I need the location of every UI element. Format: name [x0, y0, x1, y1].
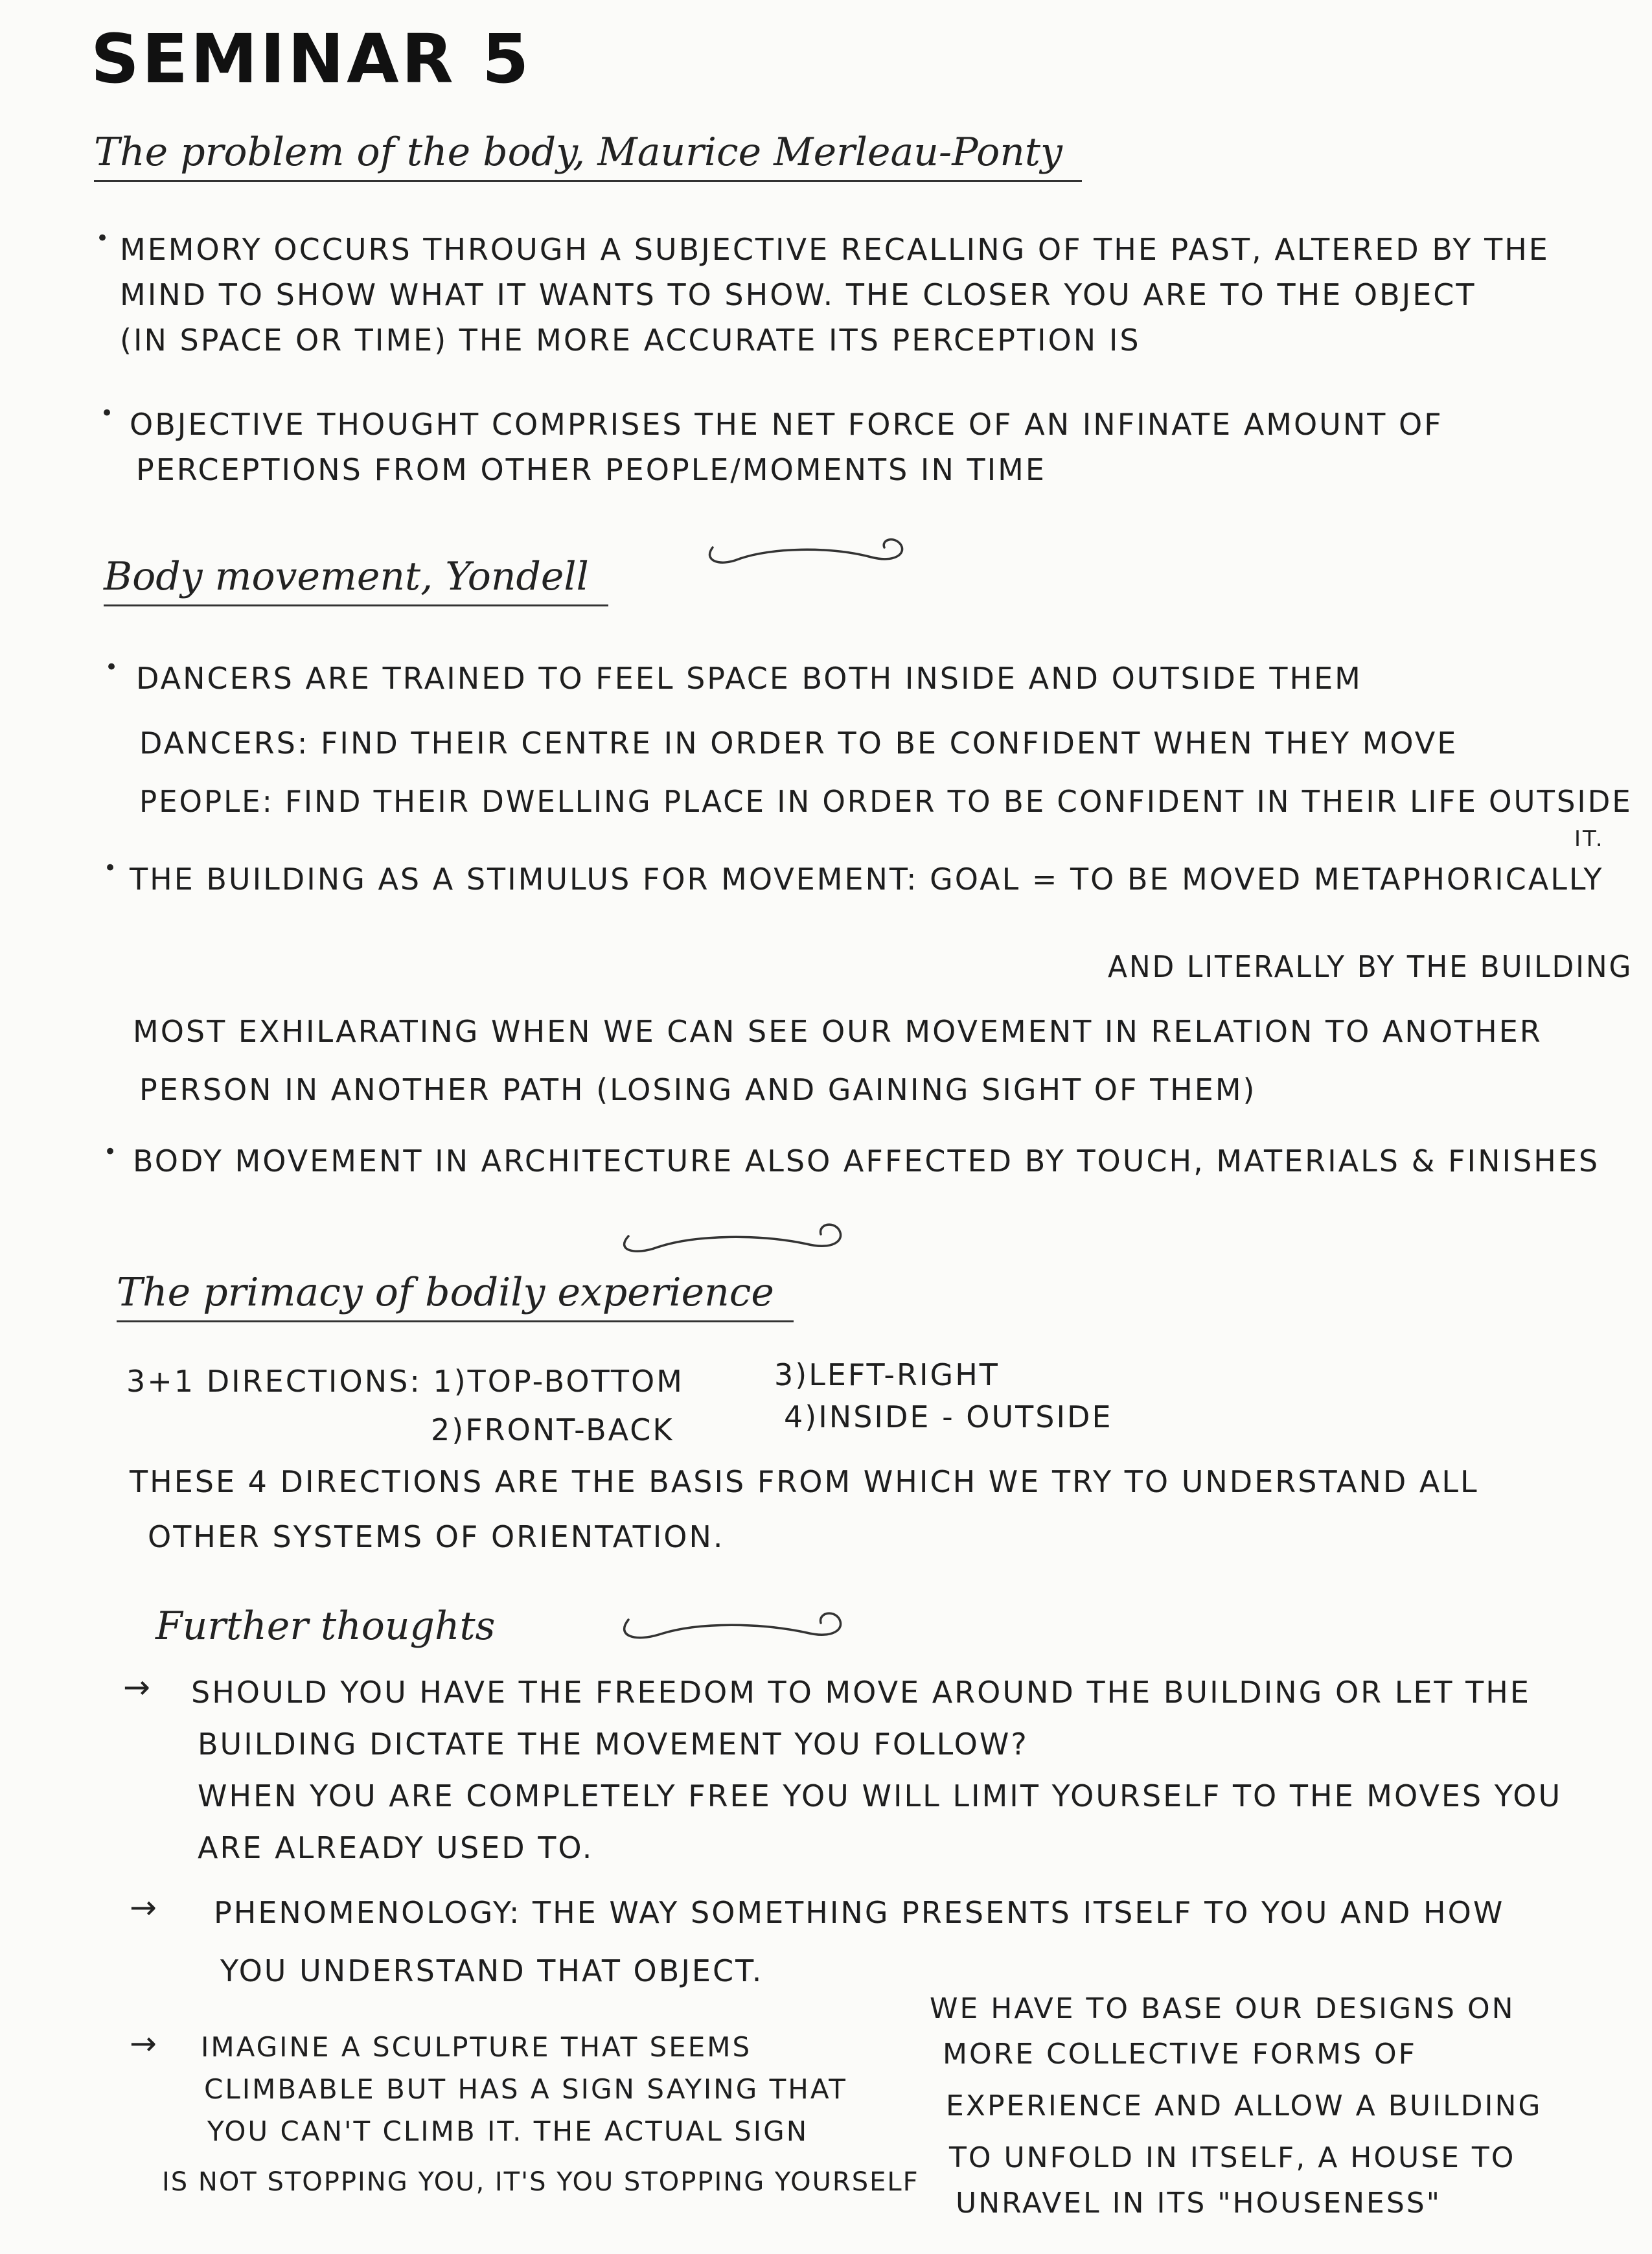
bullet-icon: •	[104, 1139, 117, 1165]
note-line: IS NOT STOPPING YOU, IT'S YOU STOPPING YOURSELF	[162, 2167, 919, 2197]
side-note-line: UNRAVEL IN ITS "HOUSENESS"	[956, 2187, 1441, 2220]
note-line: IT.	[1574, 826, 1605, 852]
section-heading-body-movement: Body movement, Yondell	[104, 554, 608, 606]
note-line: IMAGINE A SCULPTURE THAT SEEMS	[201, 2031, 752, 2063]
note-line: (IN SPACE OR TIME) THE MORE ACCURATE ITS PERCEPTION IS	[120, 323, 1141, 358]
divider-swirl	[612, 1212, 852, 1263]
note-line: AND LITERALLY BY THE BUILDING	[1108, 949, 1633, 984]
note-line: 4)INSIDE - OUTSIDE	[784, 1399, 1113, 1434]
side-note-line: MORE COLLECTIVE FORMS OF	[943, 2038, 1417, 2071]
note-line: OBJECTIVE THOUGHT COMPRISES THE NET FORCE OF AN INFINATE AMOUNT OF	[130, 407, 1443, 442]
page-title: SEMINAR 5	[91, 19, 532, 98]
bullet-icon: •	[105, 654, 119, 680]
note-line: THE BUILDING AS A STIMULUS FOR MOVEMENT: GOAL = TO BE MOVED METAPHORICALLY	[130, 862, 1604, 897]
note-line: PERCEPTIONS FROM OTHER PEOPLE/MOMENTS IN TIME	[136, 452, 1046, 487]
note-line: SHOULD YOU HAVE THE FREEDOM TO MOVE AROUND THE BUILDING OR LET THE	[191, 1675, 1531, 1710]
note-line: DANCERS ARE TRAINED TO FEEL SPACE BOTH INSIDE AND OUTSIDE THEM	[136, 661, 1362, 696]
divider-swirl	[700, 528, 913, 573]
arrow-icon: →	[130, 2025, 157, 2062]
side-note-line: EXPERIENCE AND ALLOW A BUILDING	[946, 2089, 1543, 2122]
bullet-icon: •	[104, 855, 117, 881]
note-line: CLIMBABLE BUT HAS A SIGN SAYING THAT	[204, 2073, 847, 2105]
note-line: 3+1 DIRECTIONS: 1)TOP-BOTTOM	[126, 1364, 684, 1399]
note-line: PERSON IN ANOTHER PATH (LOSING AND GAINING SIGHT OF THEM)	[139, 1072, 1257, 1107]
section-heading-further-thoughts: Further thoughts	[155, 1604, 496, 1649]
note-line: WHEN YOU ARE COMPLETELY FREE YOU WILL LIMIT YOURSELF TO THE MOVES YOU	[198, 1778, 1563, 1813]
note-line: 2)FRONT-BACK	[431, 1412, 674, 1447]
note-line: MIND TO SHOW WHAT IT WANTS TO SHOW. THE CLOSER YOU ARE TO THE OBJECT	[120, 277, 1476, 312]
note-line: MEMORY OCCURS THROUGH A SUBJECTIVE RECALLING OF THE PAST, ALTERED BY THE	[120, 232, 1550, 267]
note-line: THESE 4 DIRECTIONS ARE THE BASIS FROM WHICH WE TRY TO UNDERSTAND ALL	[130, 1464, 1479, 1499]
side-note-line: WE HAVE TO BASE OUR DESIGNS ON	[930, 1992, 1515, 2025]
note-line: ARE ALREADY USED TO.	[198, 1830, 594, 1865]
note-line: 3)LEFT-RIGHT	[774, 1357, 1000, 1392]
note-line: YOU CAN'T CLIMB IT. THE ACTUAL SIGN	[207, 2115, 809, 2147]
note-line: BUILDING DICTATE THE MOVEMENT YOU FOLLOW?	[198, 1727, 1029, 1762]
section-heading-body-problem: The problem of the body, Maurice Merleau-Ponty	[94, 130, 1082, 182]
bullet-icon: •	[96, 225, 109, 251]
note-line: OTHER SYSTEMS OF ORIENTATION.	[148, 1519, 725, 1554]
note-line: YOU UNDERSTAND THAT OBJECT.	[220, 1953, 764, 1988]
note-line: DANCERS: FIND THEIR CENTRE IN ORDER TO BE CONFIDENT WHEN THEY MOVE	[139, 726, 1458, 761]
note-line: BODY MOVEMENT IN ARCHITECTURE ALSO AFFECTED BY TOUCH, MATERIALS & FINISHES	[133, 1144, 1600, 1179]
arrow-icon: →	[123, 1668, 150, 1706]
note-line: MOST EXHILARATING WHEN WE CAN SEE OUR MOVEMENT IN RELATION TO ANOTHER	[133, 1014, 1543, 1049]
arrow-icon: →	[130, 1889, 157, 1926]
note-line: PEOPLE: FIND THEIR DWELLING PLACE IN ORDER TO BE CONFIDENT IN THEIR LIFE OUTSIDE	[139, 784, 1633, 819]
bullet-icon: •	[100, 400, 114, 426]
divider-swirl	[612, 1600, 852, 1652]
section-heading-bodily-experience: The primacy of bodily experience	[117, 1270, 794, 1322]
note-line: PHENOMENOLOGY: THE WAY SOMETHING PRESENTS ITSELF TO YOU AND HOW	[214, 1895, 1505, 1930]
side-note-line: TO UNFOLD IN ITSELF, A HOUSE TO	[949, 2141, 1516, 2174]
